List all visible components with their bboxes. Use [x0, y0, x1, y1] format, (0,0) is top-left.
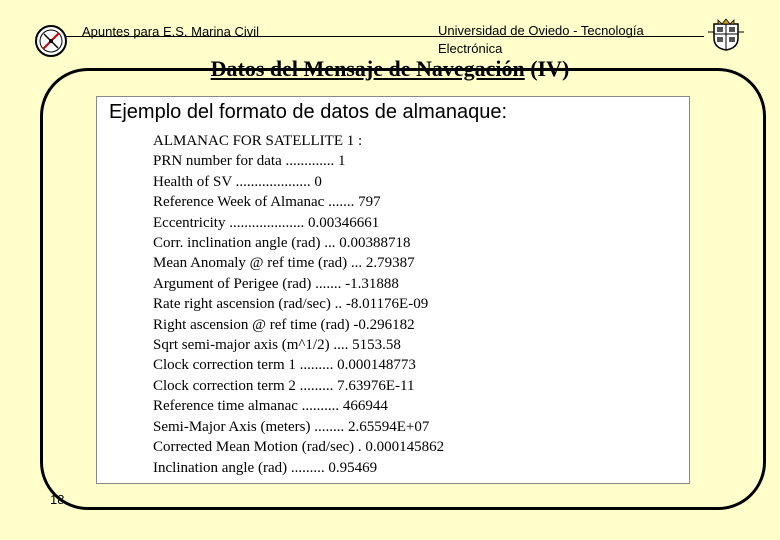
- list-item: Reference Week of Almanac ....... 797: [153, 194, 381, 211]
- list-item: Corr. inclination angle (rad) ... 0.00388718: [153, 235, 411, 252]
- list-item: ALMANAC FOR SATELLITE 1 :: [153, 133, 363, 149]
- page-number: 18: [50, 492, 65, 507]
- slide-title: [0, 56, 780, 82]
- list-item: Reference time almanac .......... 466944: [153, 398, 388, 415]
- header-course-title: Apuntes para E.S. Marina Civil: [82, 24, 260, 39]
- list-item: PRN number for data ............. 1: [153, 153, 346, 170]
- list-item: Rate right ascension (rad/sec) .. -8.01176E-09: [153, 296, 429, 313]
- list-item: Clock correction term 1 ......... 0.000148773: [153, 357, 416, 374]
- header-university: Universidad de Oviedo - Tecnología Electrónica: [438, 23, 644, 56]
- list-item: Sqrt semi-major axis (m^1/2) .... 5153.58: [153, 337, 401, 354]
- almanac-example-panel: [96, 96, 690, 484]
- list-item: Mean Anomaly @ ref time (rad) ... 2.79387: [153, 255, 415, 272]
- university-crest-icon: [706, 18, 746, 52]
- list-item: Eccentricity .................... 0.00346661: [153, 214, 380, 231]
- slide-title-main: Datos del Mensaje de Navegación: [210, 56, 525, 81]
- list-item: Clock correction term 2 ......... 7.63976E-11: [153, 377, 415, 394]
- panel-heading: Ejemplo del formato de datos de almanaque:: [109, 101, 508, 123]
- list-item: Argument of Perigee (rad) ....... -1.31888: [153, 275, 399, 292]
- compass-emblem-icon: [34, 24, 68, 58]
- list-item: Semi-Major Axis (meters) ........ 2.65594E+07: [153, 418, 430, 435]
- list-item: Right ascension @ ref time (rad) -0.296182: [153, 316, 415, 333]
- slide-title-suffix: (IV): [524, 56, 570, 81]
- list-item: Inclination angle (rad) ......... 0.95469: [153, 459, 378, 476]
- list-item: Health of SV .................... 0: [153, 173, 322, 190]
- list-item: Corrected Mean Motion (rad/sec) . 0.000145862: [153, 439, 445, 456]
- almanac-data-list: [153, 131, 444, 478]
